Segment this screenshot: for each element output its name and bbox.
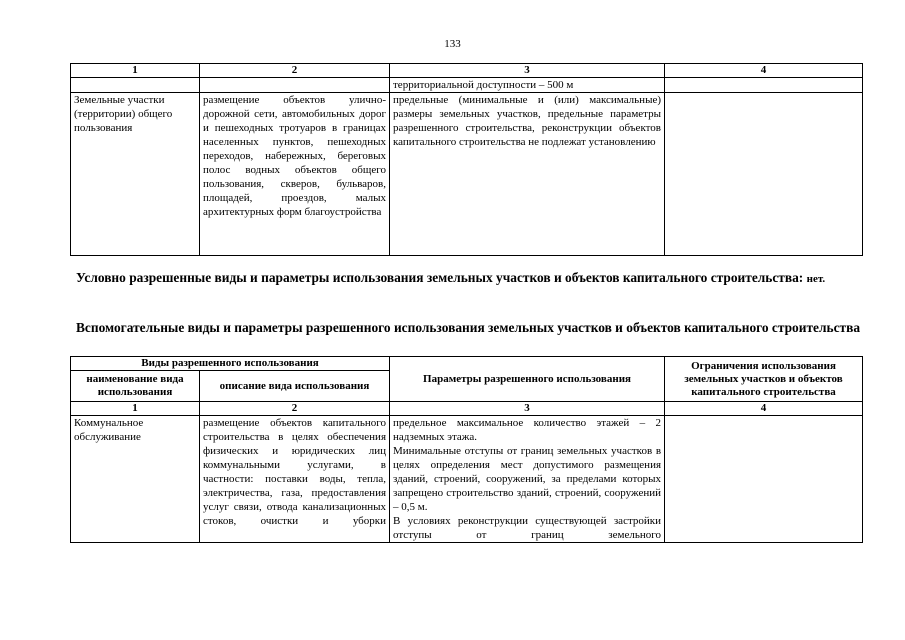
column-number-1: 1: [71, 402, 200, 416]
table-row: [71, 416, 863, 543]
parameters-setbacks: Минимальные отступы от границ земельных участков в целях определения мест допустимого размещения зданий, строений, сооружений, за пределами которых запрещено строительство зданий, строений, сооружений – 0,5 м.: [393, 445, 662, 513]
page-number: 133: [444, 38, 461, 50]
conditional-uses-heading-text: Условно разрешенные виды и параметры использования земельных участков и объектов капитального строительства:: [76, 270, 804, 285]
column-number-4: 4: [665, 64, 863, 78]
column-number-3: 3: [390, 402, 665, 416]
header-parameters: Параметры разрешенного использования: [390, 357, 665, 402]
auxiliary-uses-heading: Вспомогательные виды и параметры разрешенного использования земельных участков и объектов капитального строительства: [76, 320, 861, 335]
header-row-1: [71, 357, 863, 371]
column-number-row: [71, 64, 863, 78]
empty-cell: [71, 78, 200, 93]
column-number-row: [71, 402, 863, 416]
parameters-floors: предельное максимальное количество этажей – 2 надземных этажа.: [393, 417, 662, 443]
column-number-1: 1: [71, 64, 200, 78]
header-use-name: наименование вида использования: [71, 371, 200, 402]
header-restrictions: Ограничения использования земельных участков и объектов капитального строительства: [665, 357, 863, 402]
empty-cell: [200, 78, 390, 93]
permitted-uses-table-continued: [70, 63, 863, 256]
column-number-2: 2: [200, 64, 390, 78]
table-row: [71, 93, 863, 256]
use-description: размещение объектов капитального строительства в целях обеспечения физических и юридических лиц коммунальными услугами, в частности: поставки воды, тепла, электричества, газа, предоставления услуг связи, отвода канализационных стоков, очистки и уборки: [200, 416, 390, 543]
use-parameters: [390, 416, 665, 543]
continuation-row: [71, 78, 863, 93]
parameters-reconstruction: В условиях реконструкции существующей застройки отступы от границ земельного: [393, 515, 662, 541]
column-number-4: 4: [665, 402, 863, 416]
column-number-3: 3: [390, 64, 665, 78]
use-name: Коммунальное обслуживание: [71, 416, 200, 543]
use-description: размещение объектов улично-дорожной сети, автомобильных дорог и пешеходных тротуаров в границах населенных пунктов, пешеходных переходов, набережных, береговых полос водных объектов общего пользования, скверов, бульваров, площадей, проездов, малых архитектурных форм благоустройства: [200, 93, 390, 256]
conditional-uses-heading: [76, 270, 861, 287]
conditional-uses-value: нет.: [806, 273, 826, 285]
header-group-uses: Виды разрешенного использования: [71, 357, 390, 371]
use-restrictions: [665, 93, 863, 256]
column-number-2: 2: [200, 402, 390, 416]
use-parameters: предельные (минимальные и (или) максимальные) размеры земельных участков, предельные параметры разрешенного строительства, реконструкции объектов капитального строительства не подлежат установлению: [390, 93, 665, 256]
continuation-text: территориальной доступности – 500 м: [390, 78, 665, 93]
empty-cell: [665, 78, 863, 93]
use-restrictions: [665, 416, 863, 543]
header-use-description: описание вида использования: [200, 371, 390, 402]
use-name: Земельные участки (территории) общего пользования: [71, 93, 200, 256]
auxiliary-uses-table: [70, 356, 863, 543]
